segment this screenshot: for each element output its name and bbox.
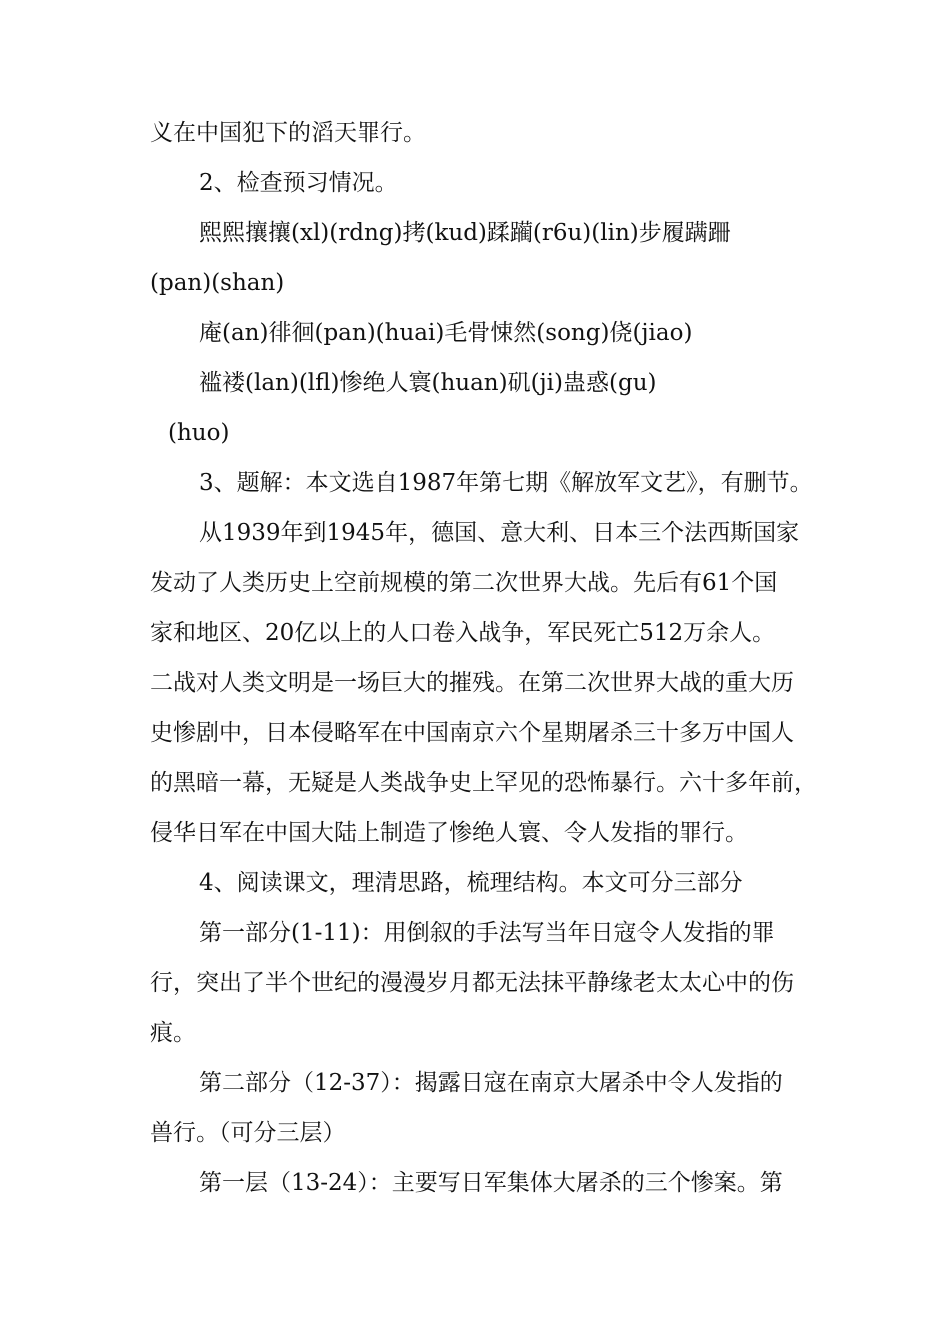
- text-line: 的黑暗一幕，无疑是人类战争史上罕见的恐怖暴行。六十多年前，: [150, 770, 817, 796]
- text-line: 第二部分（12-37）：揭露日寇在南京大屠杀中令人发指的: [199, 1070, 783, 1096]
- text-line: 义在中国犯下的滔天罪行。: [150, 120, 426, 146]
- text-line: (pan)(shan): [150, 270, 285, 296]
- text-line: 行，突出了半个世纪的漫漫岁月都无法抹平静缘老太太心中的伤: [150, 970, 794, 996]
- text-line: 兽行。（可分三层）: [150, 1120, 346, 1146]
- text-line: 3、题解：本文选自1987年第七期《解放军文艺》，有删节。: [199, 470, 813, 496]
- text-line: 庵(an)徘徊(pan)(huai)毛骨悚然(song)侥(jiao): [199, 320, 693, 346]
- text-line: 二战对人类文明是一场巨大的摧残。在第二次世界大战的重大历: [150, 670, 794, 696]
- text-line: 痕。: [150, 1020, 196, 1046]
- text-line: 2、检查预习情况。: [199, 170, 398, 196]
- text-line: 侵华日军在中国大陆上制造了惨绝人寰、令人发指的罪行。: [150, 820, 748, 846]
- text-line: 发动了人类历史上空前规模的第二次世界大战。先后有61个国: [150, 570, 778, 596]
- text-line: 第一部分(1-11)：用倒叙的手法写当年日寇令人发指的罪: [199, 920, 775, 946]
- text-line: 史惨剧中，日本侵略军在中国南京六个星期屠杀三十多万中国人: [150, 720, 794, 746]
- text-line: 第一层（13-24）：主要写日军集体大屠杀的三个惨案。第: [199, 1170, 783, 1196]
- text-line: (huo): [168, 420, 230, 446]
- text-line: 从1939年到1945年，德国、意大利、日本三个法西斯国家: [199, 520, 800, 546]
- text-line: 褴褛(lan)(lfl)惨绝人寰(huan)矶(ji)蛊惑(gu): [199, 370, 657, 396]
- text-line: 4、阅读课文，理清思路，梳理结构。本文可分三部分: [199, 870, 743, 896]
- text-line: 熙熙攘攘(xl)(rdng)拷(kud)蹂躏(r6u)(lin)步履蹒跚: [199, 220, 731, 246]
- text-line: 家和地区、20亿以上的人口卷入战争，军民死亡512万余人。: [150, 620, 776, 646]
